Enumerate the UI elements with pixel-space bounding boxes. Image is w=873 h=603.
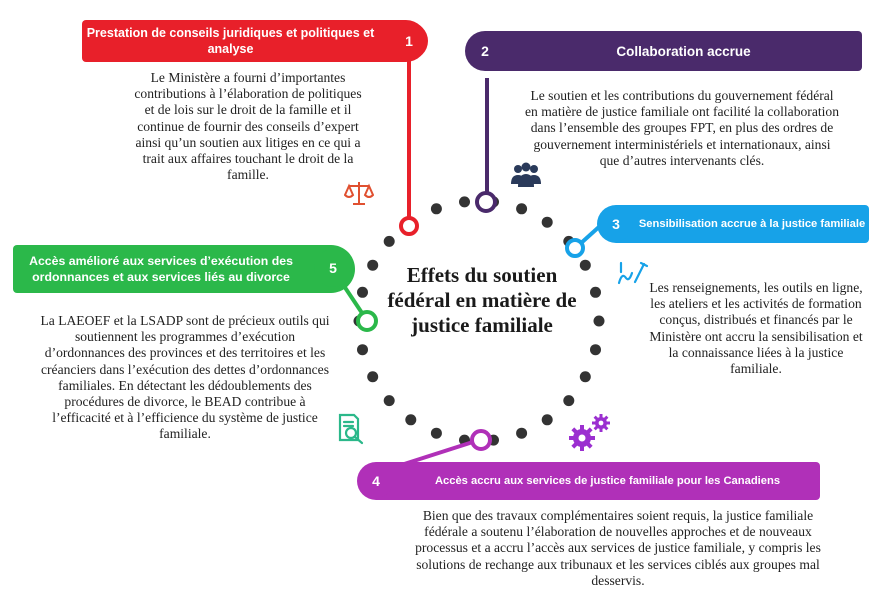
ring-dot (367, 371, 378, 382)
ring-dot (384, 395, 395, 406)
gears-icon (568, 412, 614, 452)
ring-dot (542, 414, 553, 425)
pen-document-icon (616, 258, 650, 288)
badge-3: 3 (599, 207, 633, 241)
description-3: Les renseignements, les outils en ligne, les ateliers et les activités de formation conçus, distribués et financés par le Ministère ont accru la sensibilisation et la connaissance liées à la justice familiale. (649, 280, 863, 377)
badge-1: 1 (390, 22, 428, 60)
ring-dot (357, 344, 368, 355)
ring-dot (405, 414, 416, 425)
ring-dot (459, 196, 470, 207)
banner-5 (13, 245, 355, 293)
banner-1 (82, 20, 427, 62)
ring-dot (384, 236, 395, 247)
ring-dot (580, 371, 591, 382)
banner-4 (357, 462, 820, 500)
banner-3-title: Sensibilisation accrue à la justice familiale (638, 218, 866, 230)
badge-2: 2 (467, 33, 503, 69)
people-group-icon (509, 160, 543, 190)
connector-node-5 (358, 312, 376, 330)
ring-dot (516, 428, 527, 439)
badge-4: 4 (359, 464, 393, 498)
ring-dot (431, 203, 442, 214)
document-search-icon (334, 412, 368, 446)
banner-1-title: Prestation de conseils juridiques et politiques et analyse (86, 26, 375, 56)
connector-node-4 (472, 431, 490, 449)
diagram-title: Effets du soutien fédéral en matière de justice familiale (387, 263, 577, 337)
connector-node-3 (567, 240, 583, 256)
scales-icon (344, 178, 374, 208)
banner-2 (465, 31, 862, 71)
description-4: Bien que des travaux complémentaires soient requis, la justice familiale fédérale a soutenu l’élaboration de nouvelles approches et de nouveaux processus et a accru l’accès aux services de justice familiale, y compris les solutions de rechange aux tribunaux et les services ciblés aux groupes mal desservis. (415, 508, 821, 588)
ring-dot (357, 287, 368, 298)
ring-dot (431, 428, 442, 439)
banner-5-title: Accès amélioré aux services d’exécution des ordonnances et aux services liés au divorce (29, 254, 293, 284)
ring-dot (542, 217, 553, 228)
banner-4-title: Accès accru aux services de justice familiale pour les Canadiens (434, 475, 781, 487)
ring-dot (590, 287, 601, 298)
ring-dot (367, 260, 378, 271)
ring-dot (590, 344, 601, 355)
description-1: Le Ministère a fourni d’importantes contributions à l’élaboration de politiques et de lois sur le droit de la famille et il continue de fournir des conseils d’expert ainsi qu’un soutien aux litiges en ce qui a trait aux affaires touchant le droit de la famille. (134, 70, 362, 183)
banner-2-title: Collaboration accrue (616, 43, 751, 59)
description-5: La LAEOEF et la LSADP sont de précieux outils qui soutiennent les programmes d’exécution d’ordonnances des provinces et des territoires et les créanciers dans l’exécution des dettes d’ordonnances familiales. En détectant les dédoublements des procédures de divorce, le BEAD contribue à l’efficacité et à l’efficience du système de justice familiale. (40, 313, 330, 442)
connector-node-1 (401, 218, 417, 234)
banner-3 (597, 205, 869, 243)
connector-node-2 (477, 193, 495, 211)
description-2: Le soutien et les contributions du gouvernement fédéral en matière de justice familiale ont facilité la collaboration dans l’ensemble des groupes FPT, en plus des ordres de gouvernement interministériels et internationaux, ainsi que d’autres intervenants clés. (524, 88, 840, 168)
ring-dot (563, 395, 574, 406)
ring-dot (516, 203, 527, 214)
ring-dot (594, 316, 605, 327)
badge-5: 5 (314, 249, 352, 287)
ring-dot (580, 260, 591, 271)
